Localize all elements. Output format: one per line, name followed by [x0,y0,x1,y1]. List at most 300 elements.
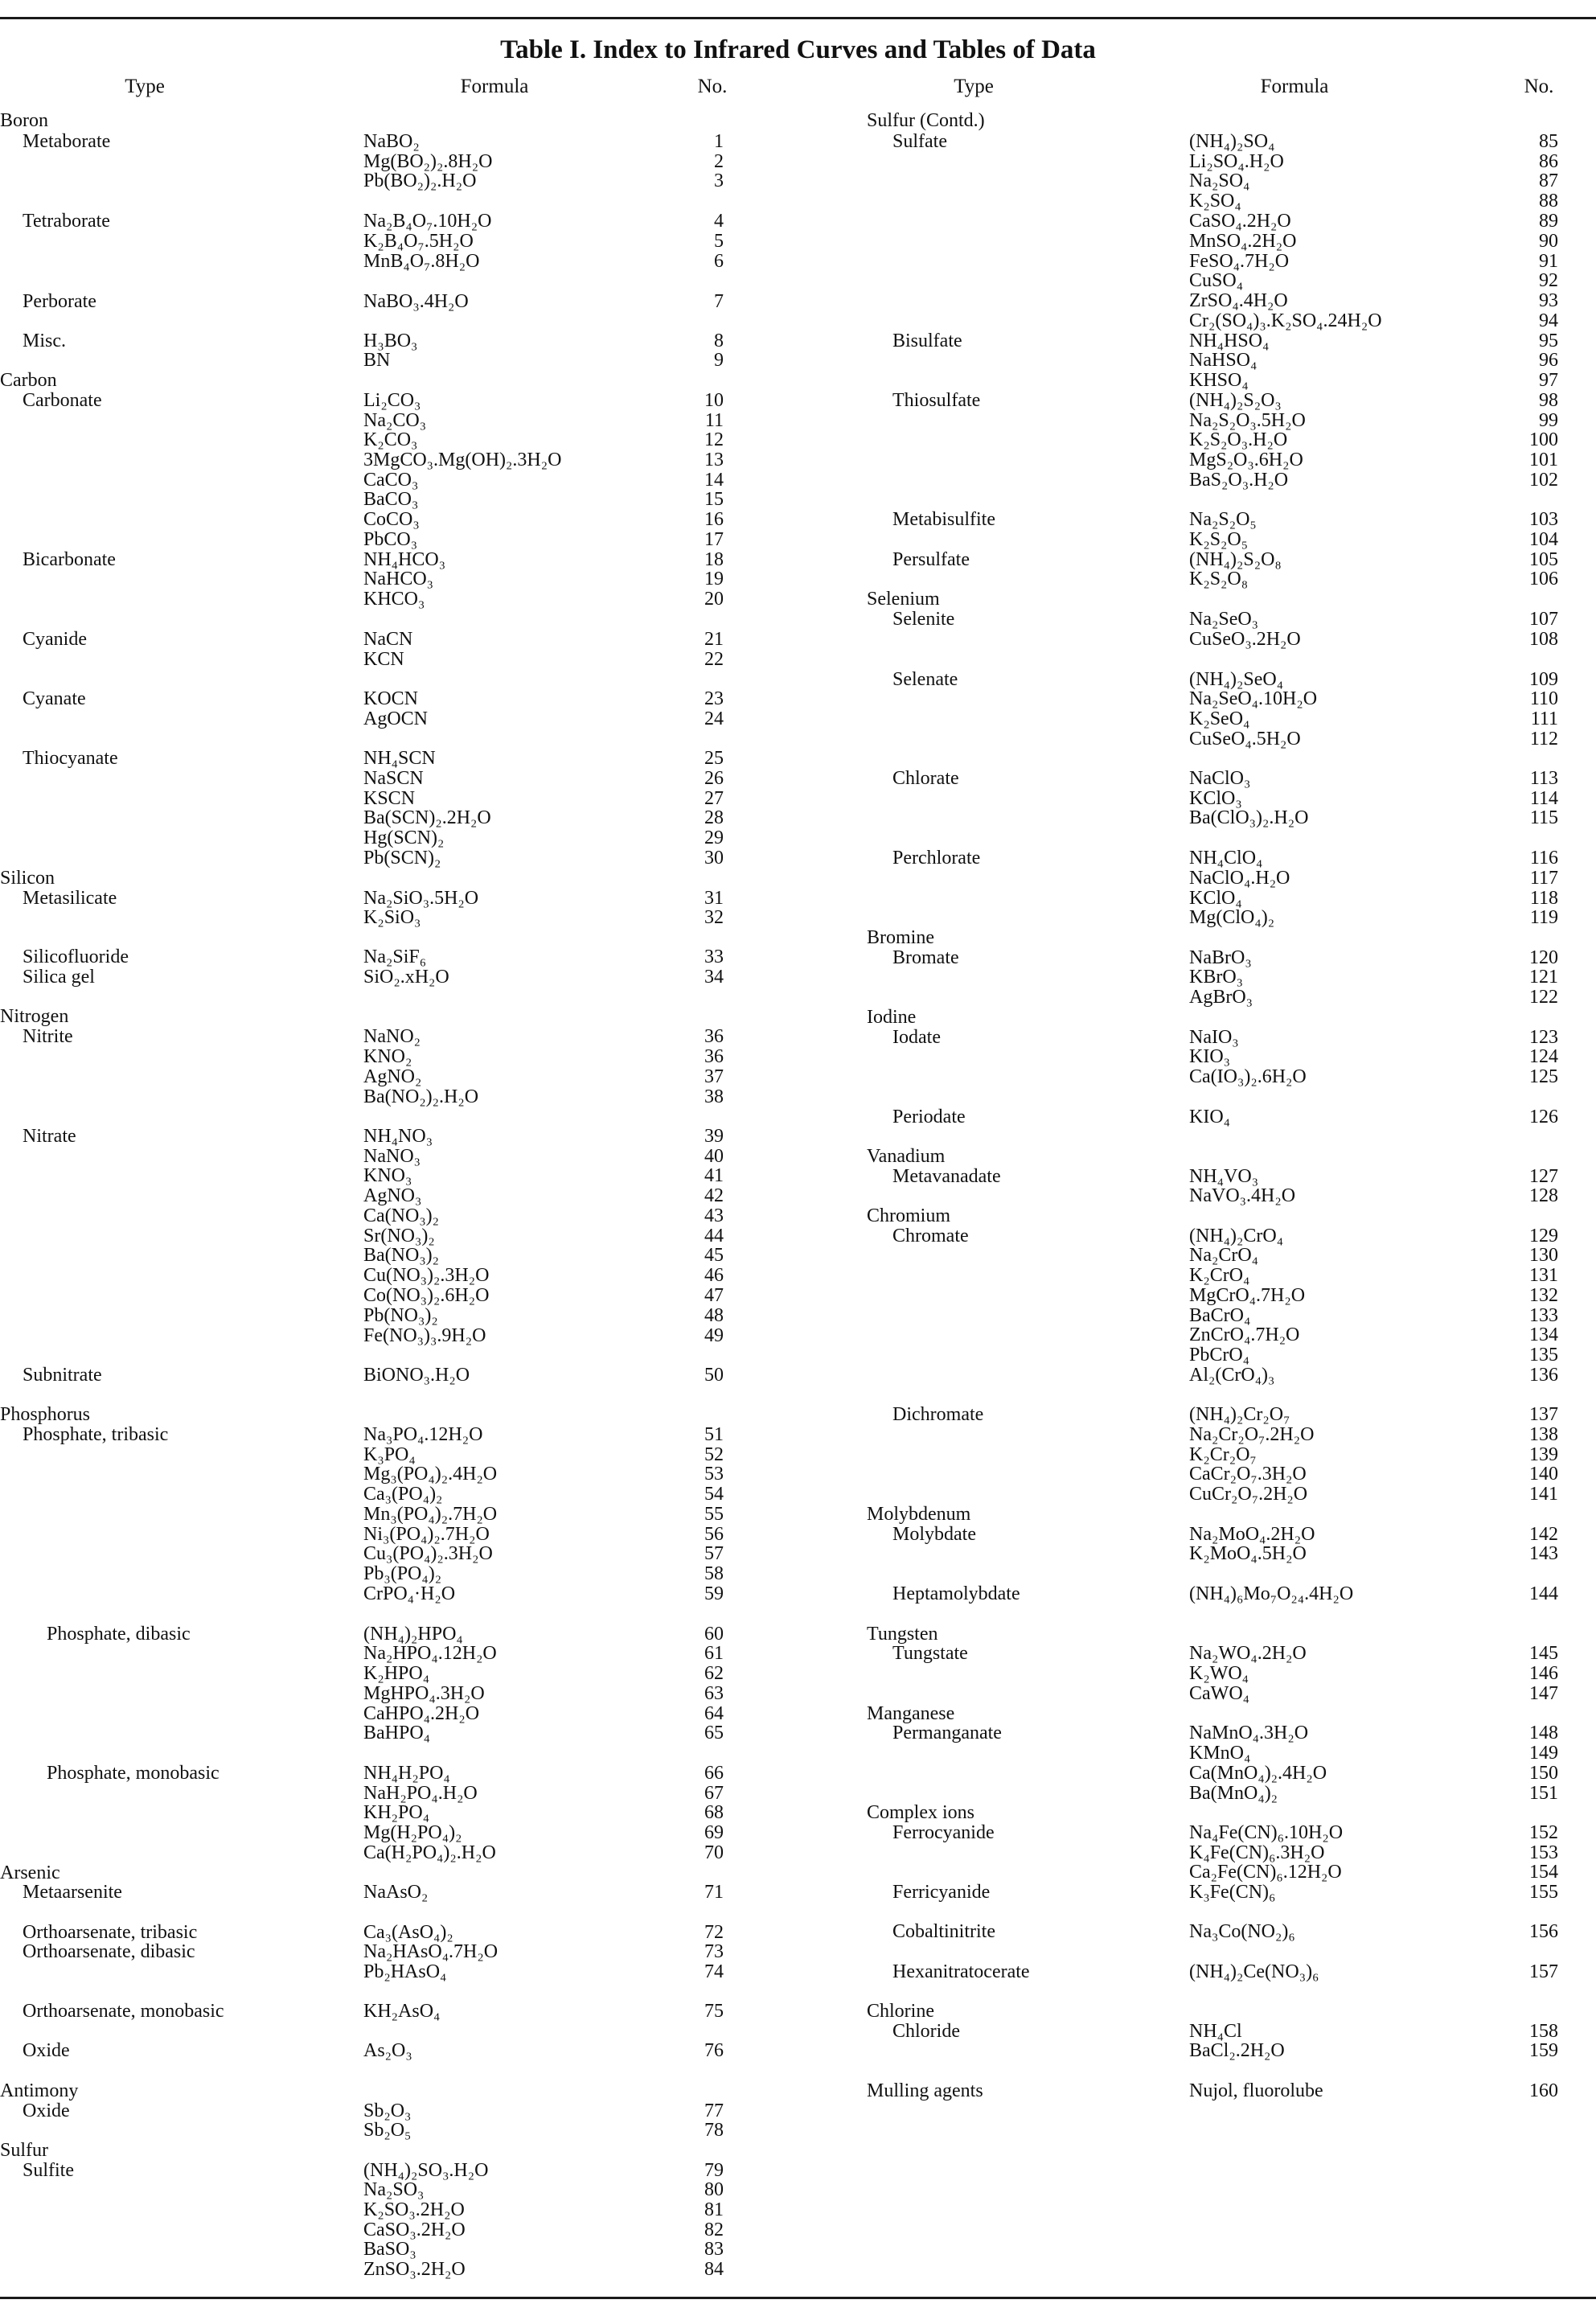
formula-cell: Ca(MnO₄)₂.4H₂O [1189,1763,1327,1784]
formula-cell: K₃Fe(CN)₆ [1189,1882,1276,1903]
curve-number-cell: 121 [1529,967,1558,988]
formula-cell: H₃BO₃ [363,331,418,351]
element-group-label: Vanadium [867,1146,946,1167]
curve-number-cell: 147 [1529,1683,1558,1704]
formula-cell: Na₂CO₃ [363,410,427,431]
header-no-right: No. [1524,76,1554,97]
curve-number-cell: 27 [704,788,724,809]
curve-number-cell: 82 [704,2220,724,2240]
curve-number-cell: 32 [704,907,724,928]
curve-number-cell: 48 [704,1305,724,1326]
compound-type-label: Bicarbonate [23,549,116,570]
curve-number-cell: 26 [704,768,724,789]
compound-type-label: Nitrite [23,1026,73,1047]
formula-cell: NaIO₃ [1189,1027,1239,1048]
curve-number-cell: 86 [1539,151,1558,172]
curve-number-cell: 123 [1529,1027,1558,1048]
curve-number-cell: 24 [704,708,724,729]
compound-type-label: Selenite [892,609,955,630]
curve-number-cell: 81 [704,2199,724,2220]
formula-cell: K₂CO₃ [363,429,418,450]
formula-cell: NaSCN [363,768,424,789]
formula-cell: Pb₃(PO₄)₂ [363,1563,442,1584]
compound-type-label: Cyanide [23,629,87,650]
formula-cell: Pb₂HAsO₄ [363,1961,447,1982]
curve-number-cell: 92 [1539,270,1558,291]
curve-number-cell: 40 [704,1146,724,1167]
compound-type-label: Misc. [23,331,66,351]
curve-number-cell: 28 [704,807,724,828]
formula-cell: (NH₄)₂SO₃.H₂O [363,2160,489,2181]
formula-cell: NaHCO₃ [363,569,434,589]
curve-number-cell: 33 [704,947,724,967]
curve-number-cell: 97 [1539,370,1558,391]
compound-type-label: Silicofluoride [23,947,129,967]
formula-cell: BN [363,350,391,371]
curve-number-cell: 95 [1539,331,1558,351]
curve-number-cell: 68 [704,1802,724,1823]
formula-cell: BaS₂O₃.H₂O [1189,470,1289,491]
formula-cell: CaCr₂O₇.3H₂O [1189,1464,1307,1485]
curve-number-cell: 37 [704,1066,724,1087]
formula-cell: Ca₂Fe(CN)₆.12H₂O [1189,1862,1342,1883]
compound-type-label: Selenate [892,669,958,690]
curve-number-cell: 140 [1529,1464,1558,1485]
formula-cell: BaCO₃ [363,489,419,510]
curve-number-cell: 65 [704,1723,724,1743]
compound-type-label: Cobaltinitrite [892,1921,995,1942]
formula-cell: NaMnO₄.3H₂O [1189,1723,1309,1743]
formula-cell: Co(NO₃)₂.6H₂O [363,1285,490,1306]
curve-number-cell: 115 [1529,807,1558,828]
header-type-left: Type [125,76,165,97]
curve-number-cell: 96 [1539,350,1558,371]
top-rule [0,17,1596,19]
curve-number-cell: 66 [704,1763,724,1784]
curve-number-cell: 23 [704,688,724,709]
curve-number-cell: 133 [1529,1305,1558,1326]
curve-number-cell: 85 [1539,131,1558,152]
compound-type-label: Phosphate, tribasic [23,1424,169,1445]
formula-cell: (NH₄)₂SO₄ [1189,131,1275,152]
curve-number-cell: 5 [714,231,724,252]
formula-cell: Na₂S₂O₅ [1189,509,1257,530]
curve-number-cell: 19 [704,569,724,589]
curve-number-cell: 148 [1529,1723,1558,1743]
curve-number-cell: 150 [1529,1763,1558,1784]
formula-cell: Mg(BO₂)₂.8H₂O [363,151,493,172]
formula-cell: AgOCN [363,708,429,729]
curve-number-cell: 73 [704,1941,724,1962]
bottom-rule [0,2297,1596,2299]
curve-number-cell: 58 [704,1563,724,1584]
formula-cell: Li₂SO₄.H₂O [1189,151,1284,172]
formula-cell: K₂WO₄ [1189,1663,1249,1684]
formula-cell: Pb(SCN)₂ [363,848,441,869]
formula-cell: Pb(BO₂)₂.H₂O [363,170,477,191]
curve-number-cell: 14 [704,470,724,491]
curve-number-cell: 50 [704,1365,724,1386]
compound-type-label: Phosphate, monobasic [47,1763,220,1784]
formula-cell: MgHPO₄.3H₂O [363,1683,485,1704]
formula-cell: Na₂SiF₆ [363,947,427,967]
formula-cell: NaClO₄.H₂O [1189,868,1290,889]
curve-number-cell: 17 [704,529,724,550]
curve-number-cell: 57 [704,1543,724,1564]
curve-number-cell: 42 [704,1185,724,1206]
formula-cell: K₂Cr₂O₇ [1189,1444,1257,1465]
formula-cell: Sb₂O₃ [363,2101,412,2121]
curve-number-cell: 124 [1529,1046,1558,1067]
curve-number-cell: 76 [704,2040,724,2061]
compound-type-label: Orthoarsenate, tribasic [23,1922,198,1943]
compound-type-label: Molybdate [892,1524,976,1545]
curve-number-cell: 8 [714,331,724,351]
compound-type-label: Permanganate [892,1723,1002,1743]
formula-cell: Na₂CrO₄ [1189,1245,1259,1266]
compound-type-label: Chloride [892,2021,960,2042]
formula-cell: (NH₄)₂HPO₄ [363,1624,463,1645]
element-group-label: Arsenic [0,1862,60,1883]
curve-number-cell: 79 [704,2160,724,2181]
formula-cell: Sr(NO₃)₂ [363,1226,435,1246]
curve-number-cell: 153 [1529,1842,1558,1863]
compound-type-label: Ferrocyanide [892,1822,995,1843]
formula-cell: NaNO₃ [363,1146,421,1167]
formula-cell: NaClO₃ [1189,768,1251,789]
formula-cell: ZnCrO₄.7H₂O [1189,1324,1300,1345]
compound-type-label: Silica gel [23,967,95,988]
formula-cell: NaBO₂ [363,131,420,152]
formula-cell: BaHPO₄ [363,1723,431,1743]
formula-cell: Na₂HAsO₄.7H₂O [363,1941,498,1962]
curve-number-cell: 137 [1529,1404,1558,1425]
compound-type-label: Subnitrate [23,1365,102,1386]
curve-number-cell: 83 [704,2239,724,2260]
compound-type-label: Oxide [23,2040,70,2061]
compound-type-label: Metasilicate [23,888,117,909]
formula-cell: SiO₂.xH₂O [363,967,449,988]
curve-number-cell: 80 [704,2179,724,2200]
curve-number-cell: 118 [1529,888,1558,909]
curve-number-cell: 160 [1529,2080,1558,2101]
formula-cell: Ba(NO₂)₂.H₂O [363,1086,479,1107]
formula-cell: CuSeO₃.2H₂O [1189,629,1301,650]
compound-type-label: Iodate [892,1027,941,1048]
formula-cell: NH₄SCN [363,748,436,769]
curve-number-cell: 69 [704,1822,724,1843]
formula-cell: K₂SiO₃ [363,907,421,928]
curve-number-cell: 101 [1529,450,1558,470]
curve-number-cell: 158 [1529,2021,1558,2042]
curve-number-cell: 49 [704,1325,724,1346]
formula-cell: (NH₄)₂Ce(NO₃)₆ [1189,1961,1319,1982]
formula-cell: AgNO₂ [363,1066,422,1087]
curve-number-cell: 126 [1529,1107,1558,1127]
curve-number-cell: 130 [1529,1245,1558,1266]
curve-number-cell: 139 [1529,1444,1558,1465]
formula-cell: KIO₄ [1189,1107,1231,1127]
curve-number-cell: 47 [704,1285,724,1306]
curve-number-cell: 53 [704,1464,724,1485]
formula-cell: NH₄VO₃ [1189,1166,1259,1187]
curve-number-cell: 127 [1529,1166,1558,1187]
formula-cell: Nujol, fluorolube [1189,2080,1323,2101]
compound-type-label: Orthoarsenate, dibasic [23,1941,195,1962]
formula-cell: K₂SO₄ [1189,191,1241,211]
formula-cell: NaVO₃.4H₂O [1189,1185,1296,1206]
curve-number-cell: 63 [704,1683,724,1704]
formula-cell: K₂S₂O₅ [1189,529,1249,550]
curve-number-cell: 113 [1529,768,1558,789]
curve-number-cell: 134 [1529,1324,1558,1345]
element-group-label: Chromium [867,1205,951,1226]
curve-number-cell: 143 [1529,1543,1558,1564]
curve-number-cell: 151 [1529,1783,1558,1804]
element-group-label: Mulling agents [867,2080,983,2101]
curve-number-cell: 4 [714,211,724,232]
header-formula-left: Formula [460,76,529,97]
formula-cell: NaHSO₄ [1189,350,1258,371]
curve-number-cell: 141 [1529,1484,1558,1505]
element-group-label: Manganese [867,1703,955,1724]
formula-cell: Na₂HPO₄.12H₂O [363,1643,497,1664]
curve-number-cell: 93 [1539,290,1558,311]
formula-cell: Ba(MnO₄)₂ [1189,1783,1278,1804]
formula-cell: BaCl₂.2H₂O [1189,2040,1285,2061]
formula-cell: PbCrO₄ [1189,1345,1250,1365]
compound-type-label: Sulfate [892,131,947,152]
formula-cell: CaHPO₄.2H₂O [363,1703,480,1724]
element-group-label: Complex ions [867,1802,975,1823]
compound-type-label: Metaborate [23,131,111,152]
curve-number-cell: 120 [1529,947,1558,968]
element-group-label: Carbon [0,370,57,391]
element-group-label: Boron [0,110,48,131]
curve-number-cell: 144 [1529,1583,1558,1604]
compound-type-label: Metabisulfite [892,509,995,530]
curve-number-cell: 77 [704,2101,724,2121]
formula-cell: Ca₃(PO₄)₂ [363,1484,443,1505]
curve-number-cell: 108 [1529,629,1558,650]
formula-cell: FeSO₄.7H₂O [1189,251,1290,272]
formula-cell: MgS₂O₃.6H₂O [1189,450,1303,470]
curve-number-cell: 116 [1529,848,1558,869]
curve-number-cell: 112 [1529,729,1558,749]
element-group-label: Bromine [867,927,934,948]
formula-cell: BaCrO₄ [1189,1305,1251,1326]
curve-number-cell: 119 [1529,907,1558,928]
formula-cell: KH₂PO₄ [363,1802,430,1823]
curve-number-cell: 70 [704,1842,724,1863]
curve-number-cell: 16 [704,509,724,530]
formula-cell: KOCN [363,688,419,709]
formula-cell: Na₄Fe(CN)₆.10H₂O [1189,1822,1344,1843]
formula-cell: KClO₃ [1189,788,1242,809]
curve-number-cell: 21 [704,629,724,650]
curve-number-cell: 52 [704,1444,724,1465]
formula-cell: Ca(H₂PO₄)₂.H₂O [363,1842,496,1863]
compound-type-label: Periodate [892,1107,966,1127]
formula-cell: Pb(NO₃)₂ [363,1305,438,1326]
curve-number-cell: 125 [1529,1066,1558,1087]
element-group-label: Selenium [867,589,940,610]
element-group-label: Molybdenum [867,1504,971,1525]
compound-type-label: Ferricyanide [892,1882,991,1903]
curve-number-cell: 132 [1529,1285,1558,1306]
formula-cell: MnSO₄.2H₂O [1189,231,1297,252]
formula-cell: K₂SeO₄ [1189,708,1250,729]
curve-number-cell: 111 [1530,708,1558,729]
formula-cell: AgBrO₃ [1189,987,1253,1008]
formula-cell: Na₃Co(NO₂)₆ [1189,1921,1295,1942]
curve-number-cell: 91 [1539,251,1558,272]
curve-number-cell: 41 [704,1165,724,1186]
curve-number-cell: 59 [704,1583,724,1604]
curve-number-cell: 136 [1529,1365,1558,1386]
compound-type-label: Bisulfate [892,331,962,351]
curve-number-cell: 156 [1529,1921,1558,1942]
curve-number-cell: 29 [704,827,724,848]
element-group-label: Tungsten [867,1624,938,1645]
formula-cell: KH₂AsO₄ [363,2001,441,2022]
curve-number-cell: 72 [704,1922,724,1943]
compound-type-label: Thiosulfate [892,390,981,411]
formula-cell: KCN [363,649,404,670]
compound-type-label: Orthoarsenate, monobasic [23,2001,224,2022]
formula-cell: Ba(NO₃)₂ [363,1245,440,1266]
compound-type-label: Bromate [892,947,959,968]
formula-cell: NaBrO₃ [1189,947,1252,968]
curve-number-cell: 88 [1539,191,1558,211]
formula-cell: Na₃PO₄.12H₂O [363,1424,483,1445]
formula-cell: Na₂SO₄ [1189,170,1250,191]
formula-cell: AgNO₃ [363,1185,422,1206]
compound-type-label: Phosphate, dibasic [47,1624,191,1645]
formula-cell: As₂O₃ [363,2040,412,2061]
formula-cell: K₂S₂O₈ [1189,569,1249,589]
curve-number-cell: 7 [714,291,724,312]
compound-type-label: Persulfate [892,549,970,570]
curve-number-cell: 117 [1529,868,1558,889]
curve-number-cell: 62 [704,1663,724,1684]
element-group-label: Chlorine [867,2001,934,2022]
formula-cell: KIO₃ [1189,1046,1231,1067]
formula-cell: Ni₃(PO₄)₂.7H₂O [363,1524,490,1545]
compound-type-label: Heptamolybdate [892,1583,1020,1604]
formula-cell: K₂HPO₄ [363,1663,430,1684]
curve-number-cell: 74 [704,1961,724,1982]
formula-cell: (NH₄)₂CrO₄ [1189,1226,1284,1246]
curve-number-cell: 31 [704,888,724,909]
element-group-label: Phosphorus [0,1404,91,1425]
formula-cell: KHCO₃ [363,589,425,610]
element-group-label: Antimony [0,2080,79,2101]
curve-number-cell: 87 [1539,170,1558,191]
curve-number-cell: 18 [704,549,724,570]
header-no-left: No. [697,76,728,97]
curve-number-cell: 129 [1529,1226,1558,1246]
element-group-label: Silicon [0,868,55,889]
compound-type-label: Metavanadate [892,1166,1001,1187]
curve-number-cell: 90 [1539,231,1558,252]
curve-number-cell: 9 [714,350,724,371]
formula-cell: Ba(SCN)₂.2H₂O [363,807,491,828]
curve-number-cell: 20 [704,589,724,610]
formula-cell: MnB₄O₇.8H₂O [363,251,480,272]
formula-cell: NH₄ClO₄ [1189,848,1263,869]
formula-cell: Sb₂O₅ [363,2120,412,2141]
formula-cell: CuSeO₄.5H₂O [1189,729,1301,749]
curve-number-cell: 60 [704,1624,724,1645]
curve-number-cell: 122 [1529,987,1558,1008]
formula-cell: Li₂CO₃ [363,390,421,411]
curve-number-cell: 36 [704,1046,724,1067]
curve-number-cell: 114 [1529,788,1558,809]
curve-number-cell: 43 [704,1205,724,1226]
curve-number-cell: 152 [1529,1822,1558,1843]
formula-cell: CaCO₃ [363,470,419,491]
formula-cell: CrPO₄·H₂O [363,1583,456,1604]
curve-number-cell: 3 [714,170,724,191]
compound-type-label: Tungstate [892,1643,968,1664]
element-group-label: Iodine [867,1007,917,1028]
formula-cell: KNO₃ [363,1165,412,1186]
curve-number-cell: 105 [1529,549,1558,570]
formula-cell: Na₂Cr₂O₇.2H₂O [1189,1424,1315,1445]
formula-cell: Ba(ClO₃)₂.H₂O [1189,807,1309,828]
formula-cell: CaSO₄.2H₂O [1189,211,1291,232]
compound-type-label: Tetraborate [23,211,110,232]
curve-number-cell: 39 [704,1126,724,1147]
formula-cell: NaBO₃.4H₂O [363,291,469,312]
formula-cell: Hg(SCN)₂ [363,827,445,848]
curve-number-cell: 36 [704,1026,724,1047]
compound-type-label: Thiocyanate [23,748,118,769]
curve-number-cell: 100 [1529,429,1558,450]
curve-number-cell: 71 [704,1882,724,1903]
formula-cell: Na₂S₂O₃.5H₂O [1189,410,1306,431]
formula-cell: NaAsO₂ [363,1882,429,1903]
element-group-label: Sulfur [0,2140,48,2161]
table-title: Table I. Index to Infrared Curves and Tables of Data [500,35,1096,64]
curve-number-cell: 110 [1529,688,1558,709]
curve-number-cell: 154 [1529,1862,1558,1883]
curve-number-cell: 44 [704,1226,724,1246]
curve-number-cell: 89 [1539,211,1558,232]
curve-number-cell: 34 [704,967,724,988]
curve-number-cell: 12 [704,429,724,450]
curve-number-cell: 54 [704,1484,724,1505]
formula-cell: Al₂(CrO₄)₃ [1189,1365,1275,1386]
formula-cell: K₂SO₃.2H₂O [363,2199,465,2220]
curve-number-cell: 146 [1529,1663,1558,1684]
formula-cell: NH₄Cl [1189,2021,1242,2042]
curve-number-cell: 157 [1529,1961,1558,1982]
formula-cell: Cu(NO₃)₂.3H₂O [363,1265,490,1286]
formula-cell: KSCN [363,788,416,809]
compound-type-label: Cyanate [23,688,86,709]
curve-number-cell: 84 [704,2259,724,2280]
formula-cell: Fe(NO₃)₃.9H₂O [363,1325,486,1346]
curve-number-cell: 99 [1539,410,1558,431]
formula-cell: Na₂B₄O₇.10H₂O [363,211,492,232]
formula-cell: NaNO₂ [363,1026,421,1047]
curve-number-cell: 102 [1529,470,1558,491]
curve-number-cell: 56 [704,1524,724,1545]
curve-number-cell: 15 [704,489,724,510]
formula-cell: ZrSO₄.4H₂O [1189,290,1288,311]
